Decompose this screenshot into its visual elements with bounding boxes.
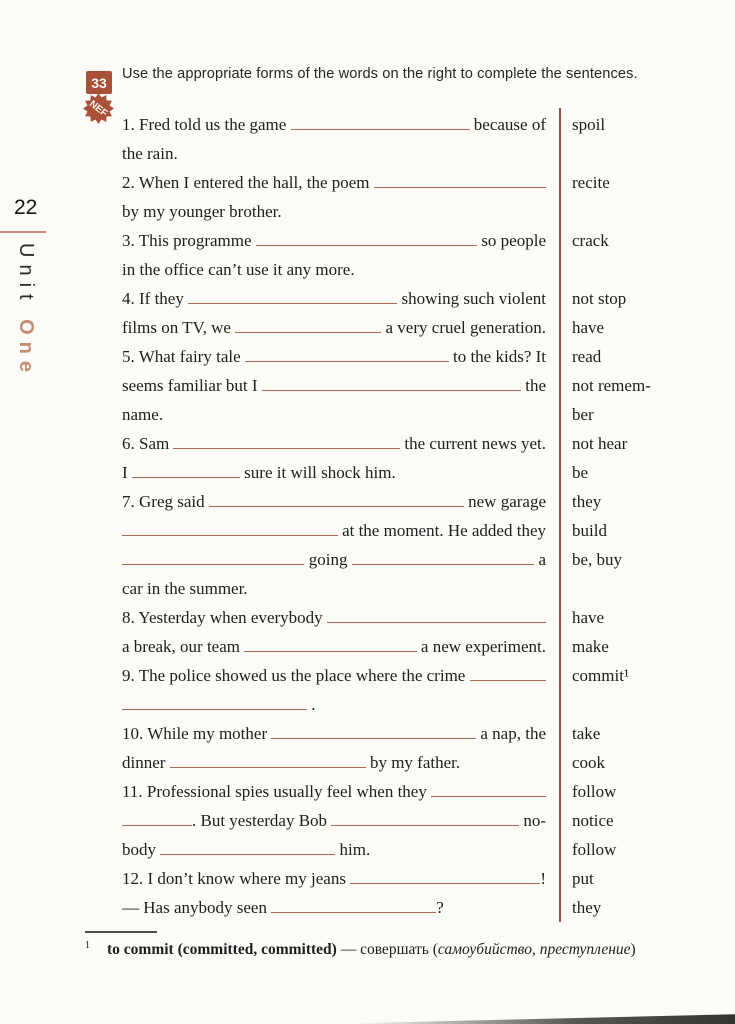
answer-blank <box>209 506 464 507</box>
sentence-text: a very cruel generation. <box>381 318 546 337</box>
answer-blank <box>271 738 476 739</box>
hint-word: not hear <box>572 434 628 453</box>
answer-blank <box>170 767 366 768</box>
sentence-text: ? <box>436 898 444 917</box>
sentence-line <box>122 458 546 487</box>
answer-blank <box>188 303 397 304</box>
exercise-rows <box>122 110 735 922</box>
exercise-row <box>122 777 735 806</box>
sentence-text: him. <box>335 840 371 859</box>
answer-blank <box>352 564 534 565</box>
answer-blank <box>173 448 400 449</box>
sentence-text: dinner <box>122 753 170 772</box>
hint-word: not stop <box>572 289 627 308</box>
sentence-text: 5. What fairy tale <box>122 347 245 366</box>
unit-label-word: Unit <box>15 243 37 320</box>
sentence-line <box>122 139 546 168</box>
exercise-row <box>122 661 735 690</box>
exercise-row <box>122 806 735 835</box>
sentence-text: 8. Yesterday when everybody <box>122 608 327 627</box>
nef-star-icon <box>83 93 114 124</box>
exercise-row <box>122 690 735 719</box>
hint-word: read <box>572 347 602 366</box>
sentence-text: body <box>122 840 161 859</box>
hint-word: ber <box>572 405 594 424</box>
sentence-line <box>122 197 546 226</box>
answer-blank <box>244 651 416 652</box>
sentence-line <box>122 168 546 197</box>
hint-word: commit¹ <box>572 666 630 685</box>
exercise-row <box>122 603 735 632</box>
hint-word: follow <box>572 840 617 859</box>
sentence-line <box>122 313 546 342</box>
hint-word: spoil <box>572 115 606 134</box>
sentence-text: going <box>304 550 352 569</box>
footnote-normal-text: — совершать ( <box>336 941 438 958</box>
sentence-text: the rain. <box>122 144 178 163</box>
sentence-text: — Has anybody seen <box>122 898 272 917</box>
sentence-text: because of <box>469 115 546 134</box>
sentence-text: so people <box>477 231 546 250</box>
footnote-close-paren: ) <box>630 941 636 958</box>
answer-blank <box>122 564 304 565</box>
exercise-row <box>122 893 735 922</box>
exercise-row <box>122 226 735 255</box>
nef-badge-text: NEF <box>87 98 110 120</box>
exercise-row <box>122 313 735 342</box>
sentence-text: . <box>307 695 316 714</box>
unit-label-accent: One <box>15 319 37 380</box>
sentence-text: at the moment. He added they <box>337 521 546 540</box>
exercise-row <box>122 342 735 371</box>
sentence-text: sure it will shock him. <box>239 463 396 482</box>
page-number: 22 <box>14 196 38 219</box>
sentence-text: . But yesterday Bob <box>192 811 332 830</box>
hint-word: be, buy <box>572 550 623 569</box>
sentence-line <box>122 632 546 661</box>
hint-word: recite <box>572 173 610 192</box>
exercise-row <box>122 255 735 284</box>
hint-word: crack <box>572 231 609 250</box>
answer-blank <box>262 390 521 391</box>
page-edge-shadow <box>0 1011 735 1024</box>
sentence-line <box>122 371 546 400</box>
sentence-line <box>122 255 546 284</box>
unit-label <box>14 243 37 379</box>
sentence-text: showing such violent <box>397 289 546 308</box>
sentence-line <box>122 690 546 719</box>
sentence-line <box>122 487 546 516</box>
hint-word: have <box>572 608 605 627</box>
exercise-row <box>122 284 735 313</box>
exercise-number-badge: 33 <box>86 71 112 94</box>
sentence-text: 9. The police showed us the place where the crime <box>122 666 470 685</box>
sentence-text: the current news yet. <box>400 434 546 453</box>
sentence-line <box>122 806 546 835</box>
exercise-row <box>122 400 735 429</box>
sentence-text: the <box>520 376 546 395</box>
answer-blank <box>245 361 449 362</box>
sentence-line <box>122 574 546 603</box>
answer-blank <box>132 477 240 478</box>
hint-word: not remem- <box>572 376 651 395</box>
rail-divider-rule <box>0 231 46 233</box>
exercise-row <box>122 835 735 864</box>
sentence-line <box>122 545 546 574</box>
answer-blank <box>470 680 546 681</box>
sentence-text: seems familiar but I <box>122 376 262 395</box>
sentence-line <box>122 342 546 371</box>
sentence-text: 6. Sam <box>122 434 174 453</box>
exercise-row <box>122 864 735 893</box>
exercise-row <box>122 545 735 574</box>
sentence-line <box>122 284 546 313</box>
sentence-line <box>122 429 546 458</box>
sentence-text: new garage <box>463 492 546 511</box>
sentence-text: to the kids? It <box>448 347 546 366</box>
hint-word: cook <box>572 753 606 772</box>
hint-word: they <box>572 492 602 511</box>
hint-word: build <box>572 521 607 540</box>
exercise-row <box>122 487 735 516</box>
answer-blank <box>374 187 546 188</box>
answer-blank <box>350 883 540 884</box>
sentence-line <box>122 603 546 632</box>
answer-blank <box>122 825 192 826</box>
sentence-text: 2. When I entered the hall, the poem <box>122 173 374 192</box>
sentence-text: 7. Greg said <box>122 492 209 511</box>
hint-word: notice <box>572 811 614 830</box>
footnote <box>85 940 685 959</box>
sentence-line <box>122 777 546 806</box>
sentence-text: 10. While my mother <box>122 724 272 743</box>
sentence-text: by my younger brother. <box>122 202 282 221</box>
exercise-row <box>122 371 735 400</box>
answer-blank <box>235 332 381 333</box>
sentence-text: 4. If they <box>122 289 189 308</box>
sentence-text: in the office can’t use it any more. <box>122 260 355 279</box>
sentence-line <box>122 110 546 139</box>
hint-word: be <box>572 463 589 482</box>
sentence-line <box>122 516 546 545</box>
footnote-rule <box>85 931 157 933</box>
sentence-text: no- <box>519 811 546 830</box>
answer-blank <box>122 709 307 710</box>
answer-blank <box>291 129 470 130</box>
exercise-row <box>122 429 735 458</box>
exercise-instruction: Use the appropriate forms of the words on the right to complete the sentences. <box>122 66 638 82</box>
sentence-text: a break, our team <box>122 637 245 656</box>
sentence-text: name. <box>122 405 164 424</box>
exercise-row <box>122 632 735 661</box>
hint-word: put <box>572 869 594 888</box>
sentence-line <box>122 226 546 255</box>
answer-blank <box>271 912 436 913</box>
sentence-text: a <box>534 550 546 569</box>
hint-word: take <box>572 724 601 743</box>
hint-word: make <box>572 637 609 656</box>
sentence-text: 11. Professional spies usually feel when they <box>122 782 432 801</box>
sentence-text: 1. Fred told us the game <box>122 115 291 134</box>
footnote-marker: 1 <box>85 940 90 951</box>
answer-blank <box>431 796 546 797</box>
sentence-text: films on TV, we <box>122 318 236 337</box>
footnote-bold-text: to commit (committed, committed) <box>107 941 337 958</box>
hint-word: follow <box>572 782 617 801</box>
sentence-line <box>122 835 546 864</box>
exercise-row <box>122 748 735 777</box>
sentence-line <box>122 748 546 777</box>
sentence-text: 3. This programme <box>122 231 256 250</box>
sentence-text: ! <box>540 869 546 888</box>
answer-blank <box>160 854 335 855</box>
sentence-text: by my father. <box>365 753 461 772</box>
sentence-line <box>122 864 546 893</box>
exercise-row <box>122 197 735 226</box>
sentence-text: a nap, the <box>476 724 546 743</box>
exercise-row <box>122 168 735 197</box>
exercise-row <box>122 574 735 603</box>
sentence-line <box>122 893 546 922</box>
exercise-row <box>122 516 735 545</box>
sentence-line <box>122 719 546 748</box>
sentence-text: car in the summer. <box>122 579 248 598</box>
sentence-text: a new experiment. <box>416 637 546 656</box>
answer-blank <box>327 622 546 623</box>
exercise-row <box>122 458 735 487</box>
answer-blank <box>256 245 477 246</box>
sentence-line <box>122 661 546 690</box>
answer-blank <box>331 825 519 826</box>
footnote-italic-text: самоубийство, преступление <box>437 941 631 958</box>
exercise-row <box>122 110 735 139</box>
answer-blank <box>122 535 338 536</box>
hint-word: they <box>572 898 602 917</box>
hint-word: have <box>572 318 605 337</box>
sentence-line <box>122 400 546 429</box>
exercise-row <box>122 719 735 748</box>
sentence-text: I <box>122 463 132 482</box>
sentence-text: 12. I don’t know where my jeans <box>122 869 351 888</box>
exercise-row <box>122 139 735 168</box>
